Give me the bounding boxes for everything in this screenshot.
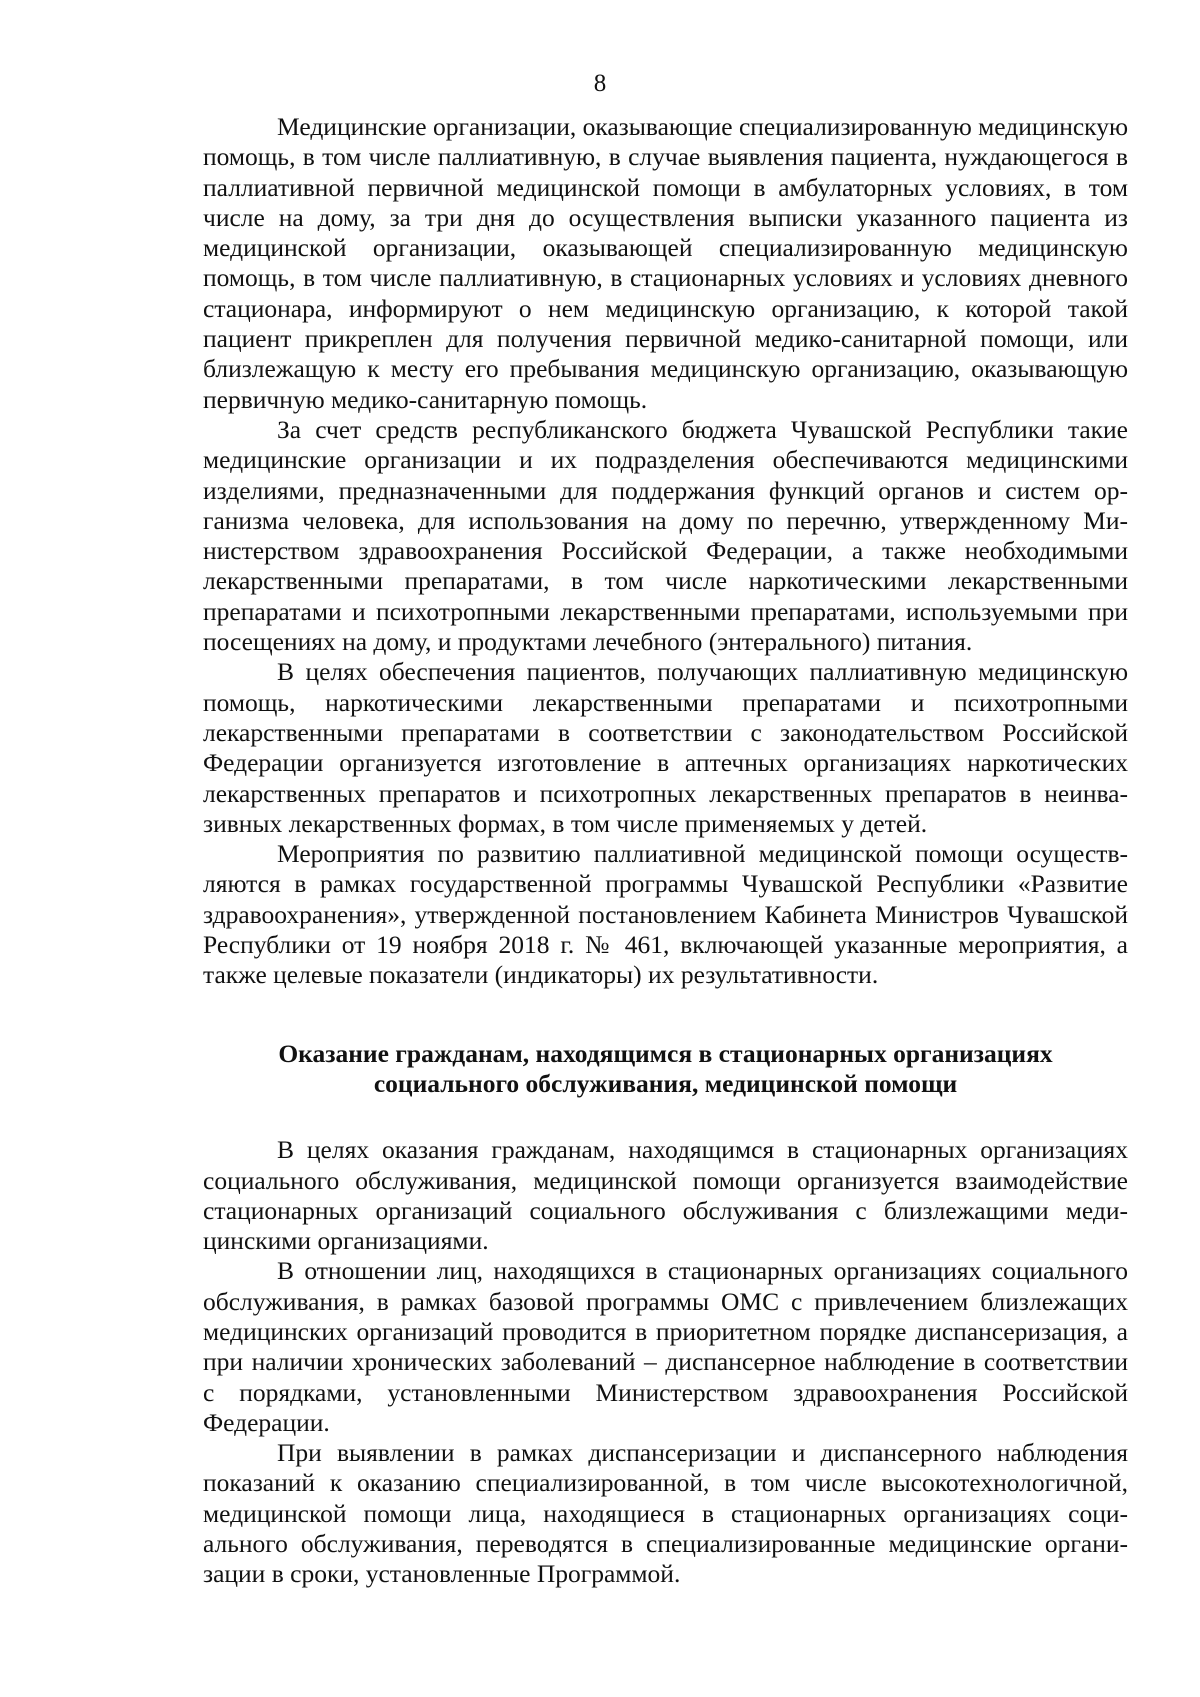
section-heading: [203, 1039, 1128, 1100]
paragraph-budget-supply: За счет средств республиканского бюджета Чувашской Республики такие медицинские организации и их подразделения обеспечиваются медицинскими изделиями, предназначенными для поддержания функций органов и систем организма человека, для использования на дому по перечню, утвержденному Министерством здравоохранения Российской Федерации, а также необходимыми лекарственными препаратами, в том числе наркотическими лекарственными препаратами и психотропными лекарственными препаратами, используемыми при посещениях на дому, и продуктами лечебного (энтерального) питания.: [203, 414, 1128, 657]
page-number: 8: [593, 70, 607, 97]
paragraph-transfer: При выявлении в рамках диспансеризации и диспансерного наблюдения показаний к оказанию специализированной, в том числе высокотехнологичной, медицинской помощи лица, находящиеся в стационарных организациях социального обслуживания, переводятся в специализированные медицинские организации в сроки, установленные Программой.: [203, 1438, 1128, 1589]
paragraph-state-program: Мероприятия по развитию паллиативной медицинской помощи осуществляются в рамках государственной программы Чувашской Республики «Развитие здравоохранения», утвержденной постановлением Кабинета Министров Чувашской Республики от 19 ноября 2018 г. № 461, включающей указанные мероприятия, а также целевые показатели (индикаторы) их результативности.: [203, 839, 1128, 990]
paragraph-palliative-discharge: Медицинские организации, оказывающие специализированную медицинскую помощь, в том числе паллиативную, в случае выявления пациента, нуждающегося в паллиативной первичной медицинской помощи в амбулаторных условиях, в том числе на дому, за три дня до осуществления выписки указанного пациента из медицинской организации, оказывающей специализированную медицинскую помощь, в том числе паллиативную, в стационарных условиях и условиях дневного стационара, информируют о нем медицинскую организацию, к которой такой пациент прикреплен для получения первичной медико-санитарной помощи, или близлежащую к месту его пребывания медицинскую организацию, оказывающую первичную медико-санитарную помощь.: [203, 112, 1128, 414]
section-heading-line-1: Оказание гражданам, находящимся в стационарных организациях: [278, 1038, 1053, 1068]
paragraph-interaction: В целях оказания гражданам, находящимся в стационарных организациях социального обслуживания, медицинской помощи организуется взаимодействие стационарных организаций социального обслуживания с близлежащими медицинскими организациями.: [203, 1135, 1128, 1256]
document-body: [203, 112, 1128, 1590]
paragraph-dispensary: В отношении лиц, находящихся в стационарных организациях социального обслуживания, в рамках базовой программы ОМС с привлечением близлежащих медицинских организаций проводится в приоритетном порядке диспансеризация, а при наличии хронических заболеваний – диспансерное наблюдение в соответствии с порядками, установленными Министерством здравоохранения Российской Федерации.: [203, 1256, 1128, 1437]
section-heading-line-2: социального обслуживания, медицинской помощи: [373, 1068, 958, 1098]
paragraph-narcotic-drugs: В целях обеспечения пациентов, получающих паллиативную медицинскую помощь, наркотическими лекарственными препаратами и психотропными лекарственными препаратами в соответствии с законодательством Российской Федерации организуется изготовление в аптечных организациях наркотических лекарственных препаратов и психотропных лекарственных препаратов в неинвазивных лекарственных формах, в том числе применяемых у детей.: [203, 657, 1128, 838]
